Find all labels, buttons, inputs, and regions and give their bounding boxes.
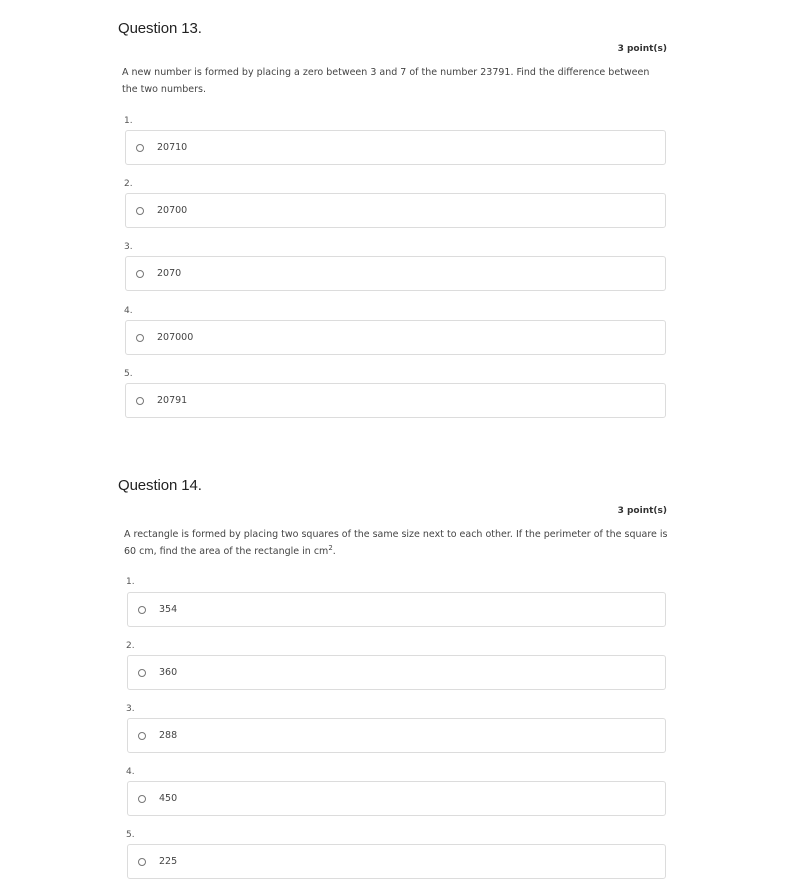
answer-option-5[interactable] <box>127 844 666 879</box>
radio-button[interactable] <box>138 732 146 740</box>
points-badge: 3 point(s) <box>617 506 667 516</box>
option-label: 207000 <box>157 332 194 343</box>
question-text <box>124 526 669 560</box>
option-label: 360 <box>159 667 178 678</box>
points-badge: 3 point(s) <box>617 44 667 54</box>
option-label: 20700 <box>157 205 188 216</box>
option-number: 3. <box>126 704 135 714</box>
radio-button[interactable] <box>138 669 146 677</box>
option-number: 4. <box>124 306 133 316</box>
radio-button[interactable] <box>136 397 144 405</box>
option-number: 5. <box>124 369 133 379</box>
superscript: 2 <box>328 543 333 552</box>
option-number: 2. <box>124 179 133 189</box>
option-number: 1. <box>126 577 135 587</box>
option-number: 2. <box>126 641 135 651</box>
radio-button[interactable] <box>136 144 144 152</box>
radio-button[interactable] <box>136 334 144 342</box>
option-label: 20710 <box>157 142 188 153</box>
option-number: 3. <box>124 242 133 252</box>
question-title: Question 13. <box>118 20 202 37</box>
answer-option-1[interactable] <box>127 592 666 627</box>
answer-option-2[interactable] <box>127 655 666 690</box>
answer-option-4[interactable] <box>127 781 666 816</box>
question-text-end: . <box>332 546 336 557</box>
radio-button[interactable] <box>136 270 144 278</box>
answer-option-3[interactable] <box>125 256 666 291</box>
option-number: 4. <box>126 767 135 777</box>
option-label: 450 <box>159 793 178 804</box>
radio-button[interactable] <box>136 207 144 215</box>
question-text-main: A rectangle is formed by placing two squares of the same size next to each other. If the perimeter of the square is 60 cm, find the area of the rectangle in cm <box>124 529 668 557</box>
radio-button[interactable] <box>138 858 146 866</box>
question-title: Question 14. <box>118 477 202 494</box>
answer-option-3[interactable] <box>127 718 666 753</box>
radio-button[interactable] <box>138 795 146 803</box>
answer-option-4[interactable] <box>125 320 666 355</box>
option-number: 1. <box>124 116 133 126</box>
option-label: 288 <box>159 730 178 741</box>
option-label: 225 <box>159 856 178 867</box>
question-text: A new number is formed by placing a zero between 3 and 7 of the number 23791. Find the difference between the two numbers. <box>122 67 650 95</box>
option-label: 354 <box>159 604 178 615</box>
radio-button[interactable] <box>138 606 146 614</box>
answer-option-5[interactable] <box>125 383 666 418</box>
option-label: 2070 <box>157 268 182 279</box>
answer-option-2[interactable] <box>125 193 666 228</box>
answer-option-1[interactable] <box>125 130 666 165</box>
option-number: 5. <box>126 830 135 840</box>
option-label: 20791 <box>157 395 188 406</box>
